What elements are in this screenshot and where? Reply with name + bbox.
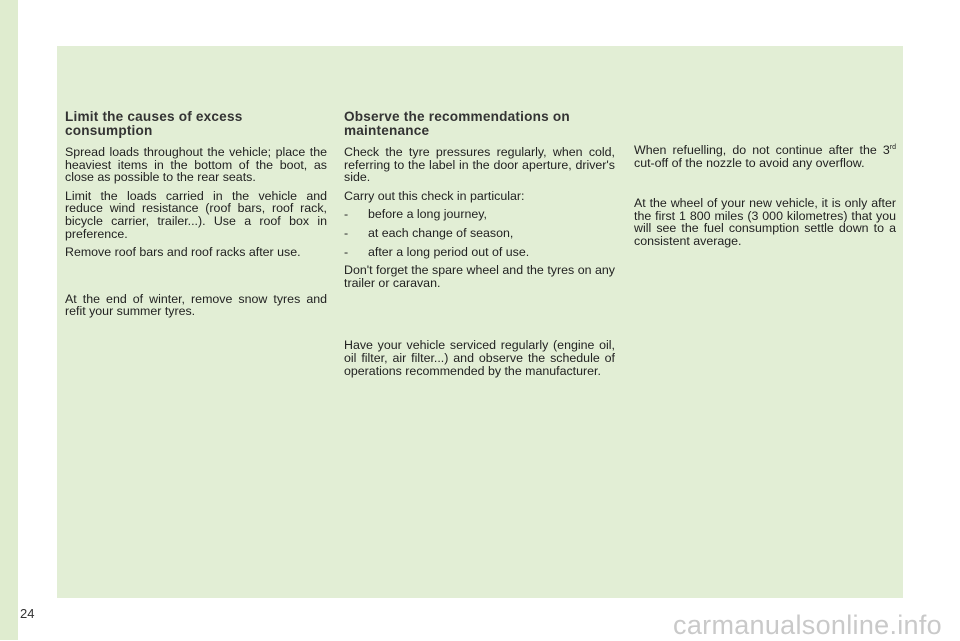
check-list [344,208,615,258]
list-dash: - [344,225,349,240]
paragraph-new-vehicle: At the wheel of your new vehicle, it is only after the first 1 800 miles (3 000 kilometres) that you will see the fuel consumption settle down to a consistent average. [634,196,896,248]
heading-maintenance: Observe the recommendations on maintenance [344,109,570,138]
paragraph-tyre-pressures: Check the tyre pressures regularly, when cold, referring to the label in the door aperture, driver's side. [344,145,615,185]
paragraph-spare-wheel: Don't forget the spare wheel and the tyres on any trailer or caravan. [344,263,615,290]
heading-excess-consumption: Limit the causes of excess consumption [65,109,243,138]
list-dash: - [344,207,349,222]
paragraph-snow-tyres: At the end of winter, remove snow tyres and refit your summer tyres. [65,291,327,319]
paragraph-limit-loads: Limit the loads carried in the vehicle and reduce wind resistance (roof bars, roof rack, bicycle carrier, trailer...). Use a roof box in preference. [65,188,327,241]
watermark: carmanualsonline.info [673,610,942,640]
list-item: - at each change of season, [344,225,514,240]
column-refuelling [634,144,896,254]
paragraph-check-in-particular: Carry out this check in particular: [344,188,525,203]
page-number: 24 [20,606,35,621]
page-edge-stripe [0,0,18,640]
column-excess-consumption [65,110,327,324]
paragraph-spread-loads: Spread loads throughout the vehicle; place the heaviest items in the bottom of the boot, as close as possible to the rear seats. [65,145,327,185]
list-item: - after a long period out of use. [344,244,530,259]
paragraph-remove-roof-bars: Remove roof bars and roof racks after use. [65,245,301,260]
column-maintenance [344,110,615,383]
paragraph-servicing: Have your vehicle serviced regularly (engine oil, oil filter, air filter...) and observe the schedule of operations recommended by the manufacturer. [344,338,615,378]
list-item: - before a long journey, [344,207,487,222]
paragraph-refuelling: When refuelling, do not continue after the 3rd cut-off of the nozzle to avoid any overflow. [634,143,896,170]
list-dash: - [344,244,349,259]
